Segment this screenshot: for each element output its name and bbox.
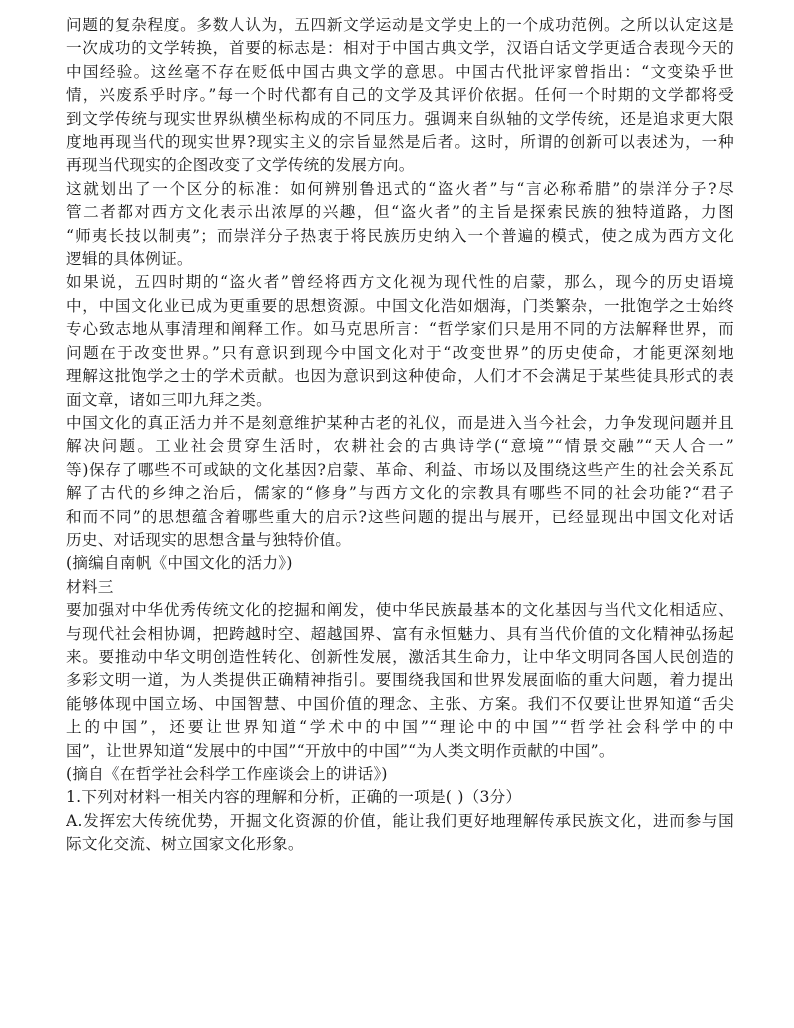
text-line: 中国经验。这丝毫不存在贬低中国古典文学的意思。中国古代批评家曾指出：“文变染乎世 (66, 62, 734, 81)
text-line: 情，兴废系乎时序。”每一个时代都有自己的文学及其评价依据。任何一个时期的文学都将受 (66, 86, 734, 105)
text-line: 到文学传统与现实世界纵横坐标构成的不同压力。强调来自纵轴的文学传统，还是追求更大限 (66, 109, 734, 128)
text-line: 度地再现当代的现实世界?现实主义的宗旨显然是后者。这时，所谓的创新可以表述为，一种 (66, 133, 734, 152)
paragraph-5 (66, 599, 734, 763)
text-line: (摘编自南帆《中国文化的活力》) (66, 554, 293, 573)
text-line: 际文化交流、树立国家文化形象。 (66, 835, 304, 854)
text-line: 一次成功的文学转换，首要的标志是：相对于中国古典文学，汉语白话文学更适合表现今天的 (66, 39, 734, 58)
text-line: 来。要推动中华文明创造性转化、创新性发展，激活其生命力，让中华文明同各国人民创造的 (66, 647, 734, 666)
text-line: 1.下列对材料一相关内容的理解和分析，正确的一项是( )（3分） (66, 788, 522, 807)
text-line: 这就划出了一个区分的标准：如何辨别鲁迅式的“盗火者”与“言必称希腊”的崇洋分子?尽 (66, 179, 734, 198)
paragraph-4 (66, 412, 734, 552)
text-line: 中，中国文化业已成为更重要的思想资源。中国文化浩如烟海，门类繁杂，一批饱学之士始终 (66, 296, 734, 315)
paragraph-3 (66, 271, 734, 411)
text-line: 如果说，五四时期的“盗火者”曾经将西方文化视为现代性的启蒙，那么，现今的历史语境 (66, 273, 734, 292)
text-line: 能够体现中国立场、中国智慧、中国价值的理念、主张、方案。我们不仅要让世界知道“舌尖 (66, 694, 734, 713)
text-line: 逻辑的具体例证。 (66, 250, 193, 269)
question-1 (66, 786, 734, 809)
text-line: 管二者都对西方文化表示出浓厚的兴趣，但“盗火者”的主旨是探索民族的独特道路，力图 (66, 203, 734, 222)
source-citation-2 (66, 763, 734, 786)
text-line: 多彩文明一道，为人类提供正确精神指引。要围绕我国和世界发展面临的重大问题，着力提出 (66, 671, 734, 690)
text-line: “师夷长技以制夷”；而崇洋分子热衷于将民族历史纳入一个普遍的模式，使之成为西方文化 (66, 226, 734, 245)
text-line: 再现当代现实的企图改变了文学传统的发展方向。 (66, 156, 415, 175)
text-line: 与现代社会相协调，把跨越时空、超越国界、富有永恒魅力、具有当代价值的文化精神弘扬起 (66, 624, 734, 643)
text-line: 问题在于改变世界。”只有意识到现今中国文化对于“改变世界”的历史使命，才能更深刻地 (66, 343, 734, 362)
text-line: 中国文化的真正活力并不是刻意维护某种古老的礼仪，而是进入当今社会，力争发现问题并且 (66, 413, 734, 432)
paragraph-2 (66, 178, 734, 272)
text-line: 解了古代的乡绅之治后，儒家的“修身”与西方文化的宗教具有哪些不同的社会功能?“君子 (66, 484, 734, 503)
text-line: 等)保存了哪些不可或缺的文化基因?启蒙、革命、利益、市场以及围绕这些产生的社会关系瓦 (66, 460, 734, 479)
text-line: 专心致志地从事清理和阐释工作。如马克思所言：“哲学家们只是用不同的方法解释世界，而 (66, 320, 734, 339)
text-line: 问题的复杂程度。多数人认为，五四新文学运动是文学史上的一个成功范例。之所以认定这是 (66, 16, 734, 34)
document-page (66, 14, 734, 857)
text-line: 国”，让世界知道“发展中的中国”“开放中的中国”“为人类文明作贡献的中国”。 (66, 741, 615, 760)
text-line: 解决问题。工业社会贯穿生活时，农耕社会的古典诗学(“意境”“情景交融”“天人合一” (66, 437, 734, 456)
text-line: 上的中国”，还要让世界知道“学术中的中国”“理论中的中国”“哲学社会科学中的中 (66, 718, 734, 737)
text-line: 理解这批饱学之士的学术贡献。也因为意识到这种使命，人们才不会满足于某些徒具形式的表 (66, 367, 734, 386)
text-line: 面文章，诸如三叩九拜之类。 (66, 390, 272, 409)
text-line: 历史、对话现实的思想含量与独特价值。 (66, 530, 352, 549)
material-heading (66, 576, 734, 599)
source-citation-1 (66, 552, 734, 575)
text-line: 材料三 (66, 577, 114, 596)
text-line: (摘自《在哲学社会科学工作座谈会上的讲话》) (66, 765, 388, 783)
paragraph-1 (66, 14, 734, 178)
text-line: A.发挥宏大传统优势，开掘文化资源的价值，能让我们更好地理解传承民族文化，进而参与国 (66, 811, 734, 830)
text-line: 和而不同”的思想蕴含着哪些重大的启示?这些问题的提出与展开，已经显现出中国文化对话 (66, 507, 734, 526)
option-a (66, 810, 734, 857)
text-line: 要加强对中华优秀传统文化的挖掘和阐发，使中华民族最基本的文化基因与当代文化相适应、 (66, 601, 734, 620)
